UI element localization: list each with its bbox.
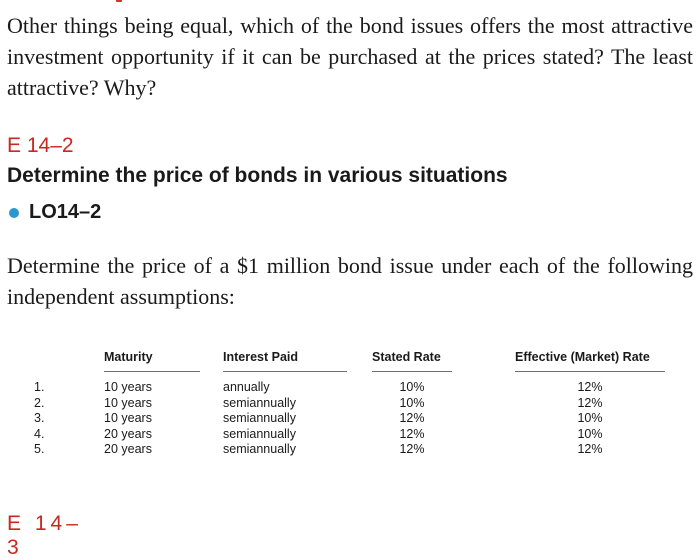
column-interest-paid: [223, 380, 296, 458]
cell-stated-rate: 12%: [399, 442, 425, 456]
cell-maturity: 10 years: [104, 380, 152, 394]
cell-maturity: 10 years: [104, 411, 152, 425]
exercise-title: Determine the price of bonds in various situations: [7, 164, 508, 187]
cell-stated-rate: 10%: [399, 380, 425, 394]
row-number: 5.: [34, 442, 45, 456]
exercise-number: E 14–2: [7, 134, 74, 157]
next-exercise-number: E 14–3: [7, 512, 82, 559]
cell-interest-paid: semiannually: [223, 442, 296, 456]
header-interest-paid: Interest Paid: [223, 350, 299, 364]
cell-interest-paid: semiannually: [223, 411, 296, 425]
next-exercise-heading-cropped: [7, 510, 97, 559]
row-number: 2.: [34, 395, 45, 410]
cell-stated-rate: 10%: [399, 395, 425, 410]
cell-effective-rate: 12%: [577, 442, 603, 456]
bullet-icon: [9, 208, 19, 218]
row-number: 3.: [34, 411, 45, 425]
learning-objective: [7, 201, 101, 224]
header-effective-rate: Effective (Market) Rate: [515, 350, 650, 364]
cell-effective-rate: 10%: [577, 411, 603, 425]
cell-maturity: 20 years: [104, 442, 152, 456]
row-number: 4.: [34, 426, 45, 441]
learning-objective-label: LO14–2: [29, 201, 102, 223]
header-rule-maturity: [104, 371, 200, 372]
cell-interest-paid: semiannually: [223, 395, 296, 410]
column-stated-rate: [384, 380, 440, 458]
header-maturity: Maturity: [104, 350, 153, 364]
cell-maturity: 20 years: [104, 426, 152, 441]
cell-maturity: 10 years: [104, 395, 152, 410]
cell-interest-paid: annually: [223, 380, 270, 394]
cell-effective-rate: 12%: [577, 380, 603, 394]
cell-interest-paid: semiannually: [223, 426, 296, 441]
cell-effective-rate: 10%: [577, 426, 603, 441]
intro-paragraph: Other things being equal, which of the bond issues offers the most attractive investment opportunity if it can be purchased at the prices stated? The least attractive? Why?: [7, 13, 693, 100]
cell-effective-rate: 12%: [577, 395, 603, 410]
cropped-heading-fragment: [116, 0, 122, 2]
header-stated-rate: Stated Rate: [372, 350, 441, 364]
bond-table: [0, 344, 700, 484]
column-maturity: [104, 380, 152, 458]
cell-stated-rate: 12%: [399, 426, 425, 441]
exercise-prompt: Determine the price of a $1 million bond issue under each of the following independent assumptions:: [7, 253, 693, 309]
column-effective-rate: [545, 380, 635, 458]
header-rule-effective: [515, 371, 665, 372]
row-number: 1.: [34, 380, 45, 394]
header-rule-stated: [372, 371, 452, 372]
cell-stated-rate: 12%: [399, 411, 425, 425]
header-rule-interest: [223, 371, 347, 372]
column-row-numbers: [34, 380, 44, 458]
